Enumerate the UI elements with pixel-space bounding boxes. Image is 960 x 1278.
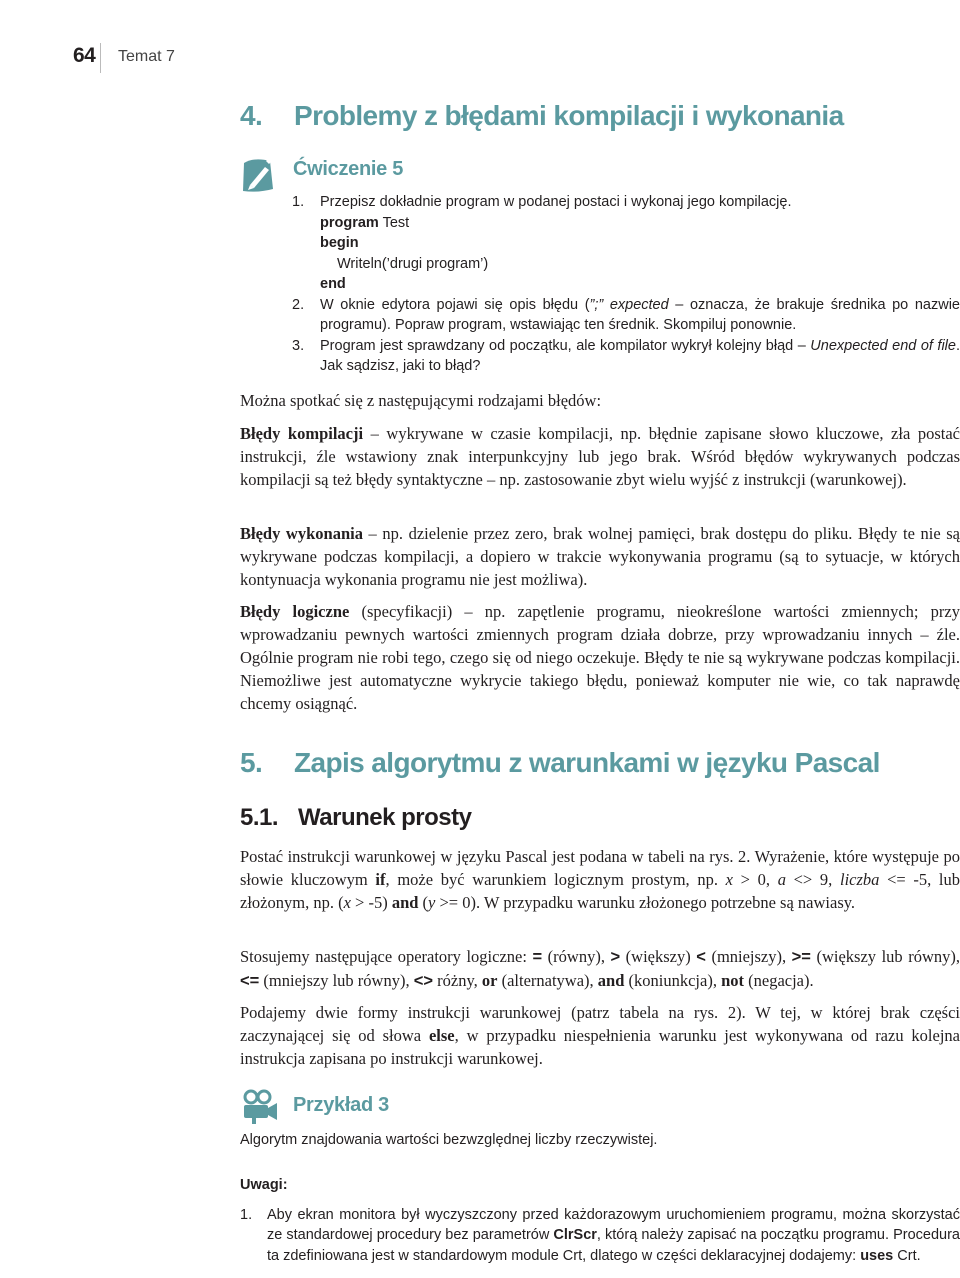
variable: a xyxy=(777,870,786,889)
keyword-if: if xyxy=(375,870,386,889)
step-text-c: . Jak sądzisz, jaki to błąd? xyxy=(320,337,960,374)
runtime-errors-paragraph xyxy=(240,522,960,591)
section-title: Problemy z błędami kompilacji i wykonania xyxy=(294,100,844,131)
step-number: 1. xyxy=(292,194,305,210)
keyword-uses: uses xyxy=(860,1247,894,1264)
text: Crt. xyxy=(893,1247,921,1264)
exercise-title: Ćwiczenie 5 xyxy=(293,158,404,180)
variable: liczba xyxy=(839,870,880,889)
pencil-icon xyxy=(240,155,276,195)
step-text: Przepisz dokładnie program w podanej postaci i wykonaj jego kompilację. xyxy=(320,194,792,210)
compile-errors-paragraph xyxy=(240,422,960,491)
operator: = xyxy=(532,948,543,966)
logic-errors-paragraph xyxy=(240,600,960,715)
text: ( xyxy=(418,893,429,912)
code-line-program xyxy=(320,213,960,234)
description: – np. dzielenie przez zero, brak wolnej pamięci, brak dostępu do pliku. Błędy te nie są wykrywane podczas kompilacji, a dopiero w trakcie wykonywania programu (są to sytuacje, w których kontynuacja wykonania programu nie jest możliwa). xyxy=(240,524,960,589)
operator: <= xyxy=(240,972,260,990)
exercise-steps xyxy=(240,192,960,377)
code-clrscr: ClrScr xyxy=(553,1227,597,1243)
term: Błędy wykonania xyxy=(240,524,363,543)
section-number: 4. xyxy=(240,100,263,131)
step-number: 2. xyxy=(292,296,305,313)
keyword: end xyxy=(320,276,346,292)
step-text-a: Program jest sprawdzany od początku, ale kompilator wykrył kolejny błąd – xyxy=(320,337,806,354)
operator: > xyxy=(610,948,621,966)
operator: or xyxy=(481,971,498,990)
text: Podajemy dwie formy instrukcji warunkowej (patrz tabela na rys. 2). W tej, w której brak części zaczynającej się od słowa xyxy=(240,1003,960,1045)
keyword: program xyxy=(320,214,379,231)
text: (koniunkcja), xyxy=(624,971,722,990)
step-text-a: W oknie edytora pojawi się opis błędu ( xyxy=(320,296,590,313)
text: >= 0). W przypadku warunku złożonego potrzebne są nawiasy. xyxy=(435,893,856,912)
text: (większy) xyxy=(620,947,697,966)
keyword-and: and xyxy=(391,893,419,912)
variable: y xyxy=(428,893,436,912)
text: , może być warunkiem logicznym prostym, np. xyxy=(385,870,726,889)
text: > -5) xyxy=(350,893,392,912)
term: Błędy logiczne xyxy=(240,602,350,621)
else-paragraph xyxy=(240,1001,960,1070)
exercise-step-2 xyxy=(240,295,960,336)
quote: ”;” xyxy=(589,296,604,313)
text: (większy lub równy), xyxy=(810,947,960,966)
text: różny, xyxy=(433,971,482,990)
text: , w przypadku niespełnienia warunku jest wykonywana od razu kolejna instrukcja zapisana po instrukcji warunkowej. xyxy=(240,1026,960,1068)
section-5-heading xyxy=(240,747,880,779)
condition-paragraph xyxy=(240,845,960,914)
operator: <> xyxy=(413,972,433,990)
operator: not xyxy=(721,971,744,990)
movie-camera-icon xyxy=(240,1089,280,1125)
example-title: Przykład 3 xyxy=(293,1094,389,1116)
step-text-c: – oznacza, że brakuje średnika po nazwie programu). Popraw program, wstawiając ten średnik. Skompiluj ponownie. xyxy=(320,296,960,333)
description: – wykrywane w czasie kompilacji, np. błędnie zapisane słowo kluczowe, zła postać instrukcji, źle wstawiony znak interpunkcyjny lub jego brak. Wśród błędów wykrywanych podczas kompilacji są też błędy syntaktyczne – np. zastosowanie zbyt wielu wyjść z instrukcji (warunkowej). xyxy=(240,424,960,489)
code-listing xyxy=(240,213,960,295)
text: Stosujemy następujące operatory logiczne: xyxy=(240,947,533,966)
text: (alternatywa), xyxy=(497,971,598,990)
text: > 0, xyxy=(732,870,778,889)
example-description: Algorytm znajdowania wartości bezwzględnej liczby rzeczywistej. xyxy=(240,1132,658,1148)
remarks xyxy=(240,1175,960,1266)
remarks-title: Uwagi: xyxy=(240,1177,288,1193)
text: <> 9, xyxy=(785,870,840,889)
text: (negacja). xyxy=(744,971,814,990)
operator: < xyxy=(696,948,706,966)
variable: x xyxy=(343,893,351,912)
section-4-heading xyxy=(240,100,844,132)
text: <= -5, lub złożonym, np. ( xyxy=(240,870,960,912)
section-title: Zapis algorytmu z warunkami w języku Pascal xyxy=(294,747,880,778)
text: , którą należy zapisać na początku programu. Procedura ta zdefiniowana jest w standardowym module Crt, dlatego w części deklaracyjnej dodajemy: xyxy=(267,1227,960,1264)
errors-intro: Można spotkać się z następującymi rodzajami błędów: xyxy=(240,391,602,410)
text: (mniejszy), xyxy=(705,947,792,966)
header-divider xyxy=(100,43,101,73)
operator: and xyxy=(597,971,625,990)
expected-term: expected xyxy=(609,296,669,313)
exercise-step-3 xyxy=(240,336,960,377)
operator: >= xyxy=(791,948,811,966)
subsection-title: Warunek prosty xyxy=(298,804,472,831)
text: (mniejszy lub równy), xyxy=(259,971,414,990)
subsection-5-1-heading xyxy=(240,804,471,832)
code-line-begin xyxy=(320,233,960,254)
keyword: begin xyxy=(320,235,359,251)
exercise-step-1 xyxy=(240,192,960,213)
code-line-end xyxy=(320,274,960,295)
text: Aby ekran monitora był wyczyszczony przed każdorazowym uruchomieniem programu, można skorzystać ze standardowej procedury bez parametrów xyxy=(267,1206,960,1243)
keyword-else: else xyxy=(428,1026,455,1045)
text: (równy), xyxy=(542,947,611,966)
section-number: 5. xyxy=(240,747,263,778)
term: Błędy kompilacji xyxy=(240,424,364,443)
text: Postać instrukcji warunkowej w języku Pascal jest podana w tabeli na rys. 2. Wyrażenie, które występuje po słowie kluczowym xyxy=(240,847,960,889)
item-number: 1. xyxy=(240,1206,253,1223)
program-name: Test xyxy=(382,214,410,231)
variable: x xyxy=(725,870,733,889)
operators-paragraph xyxy=(240,945,960,993)
description: (specyfikacji) – np. zapętlenie programu, nieokreślone wartości zmiennych; przy wprowadzaniu pewnych wartości zmiennych program działa dobrze, przy wprowadzaniu innych – źle. Ogólnie program nie robi tego, czego się od niego oczekuje. Błędy te nie są wykrywane podczas kompilacji. Niemożliwe jest automatyczne wykrycie takiego błędu, ponieważ komputer nie wie, co tak naprawdę chcemy osiągnąć. xyxy=(240,602,960,713)
chapter-label: Temat 7 xyxy=(118,48,175,65)
remark-item xyxy=(240,1205,960,1267)
error-message: Unexpected end of file xyxy=(810,337,956,354)
subsection-number: 5.1. xyxy=(240,804,279,831)
page-number: 64 xyxy=(73,44,96,67)
step-number: 3. xyxy=(292,337,305,354)
code-line-writeln: Writeln(’drugi program’) xyxy=(337,255,489,272)
